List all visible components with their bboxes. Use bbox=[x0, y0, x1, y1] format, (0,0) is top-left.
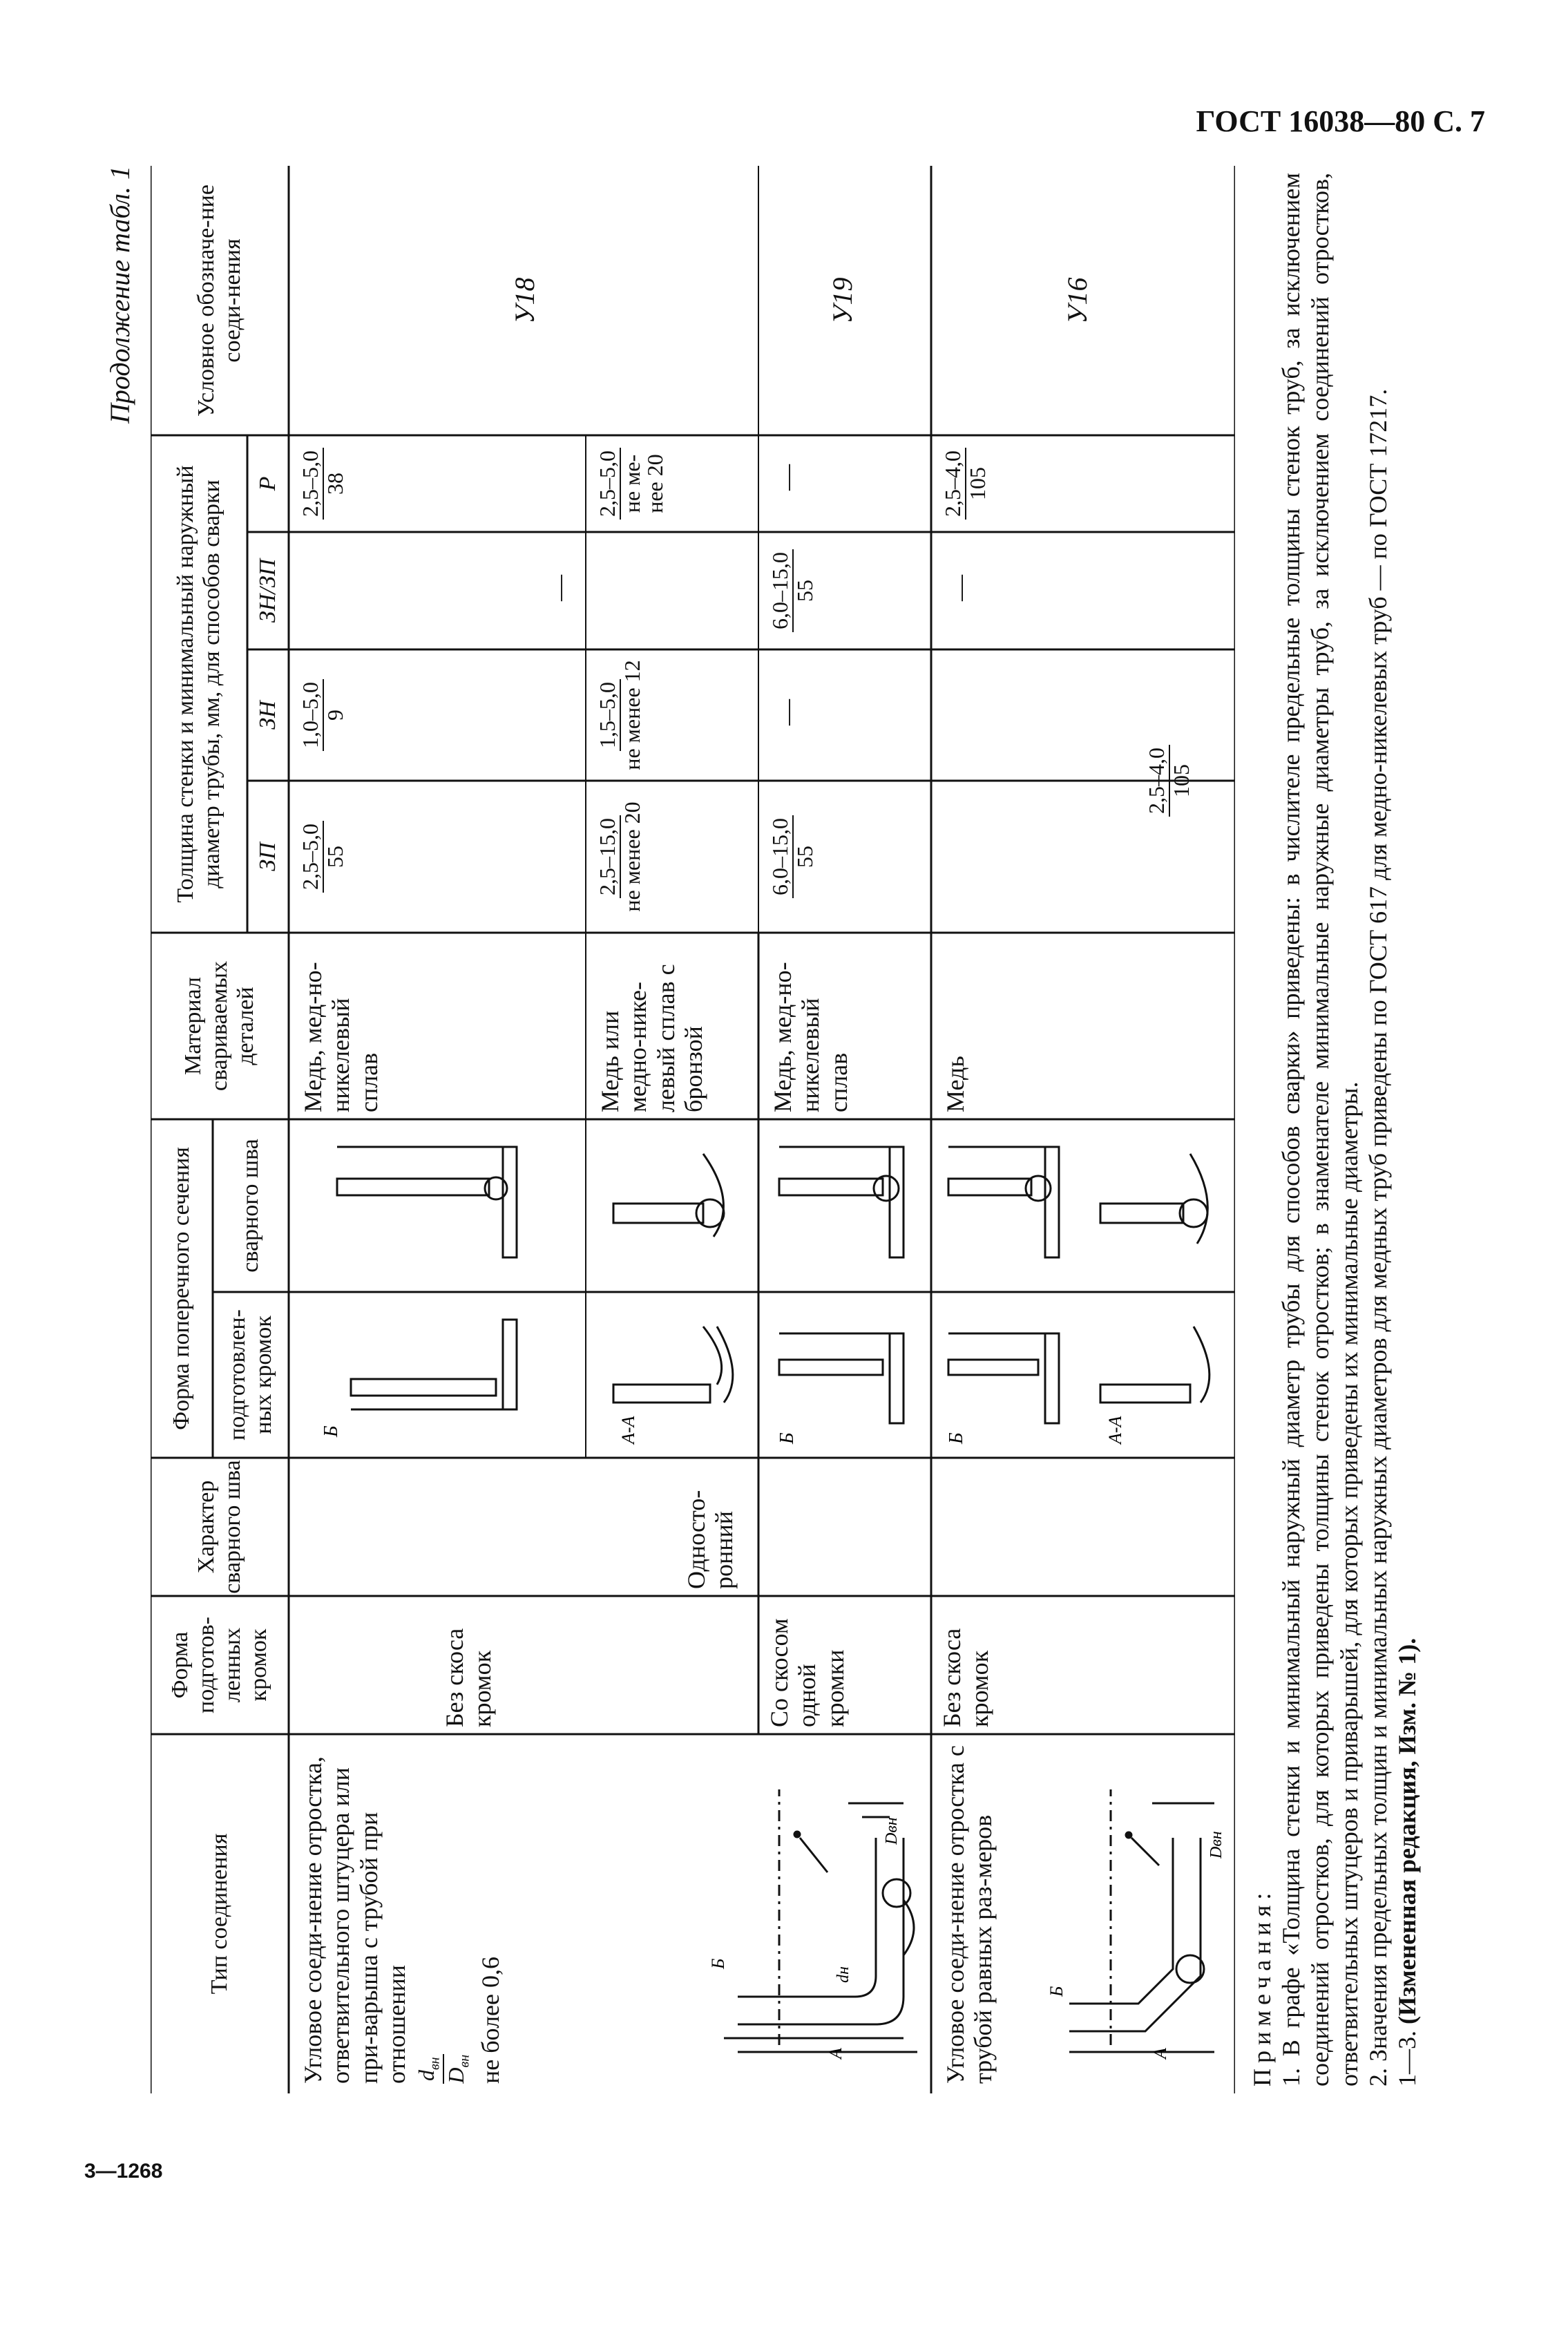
weld-seam-sketch-r1 bbox=[309, 1126, 572, 1285]
col-header-weld-character: Характер сварного шва bbox=[193, 1460, 245, 1594]
value-r2-zn: 1,5–5,0 не менее 12 bbox=[595, 660, 644, 770]
col-header-type: Тип соединения bbox=[206, 1833, 232, 1995]
label-b-r4: Б bbox=[946, 1432, 967, 1444]
document-header: ГОСТ 16038—80 С. 7 bbox=[1196, 104, 1485, 138]
label-b: Б bbox=[321, 1425, 342, 1437]
value-r1-r: 2,5–5,0 38 bbox=[299, 439, 347, 529]
weld-seam-sketch-r2 bbox=[593, 1126, 752, 1285]
prepared-edges-sketch-r3 bbox=[765, 1299, 924, 1451]
branch-joint-sketch bbox=[696, 1762, 924, 2066]
weld-seam-sketch-r5 bbox=[1080, 1126, 1225, 1285]
continuation-caption: Продолжение табл. 1 bbox=[104, 166, 135, 424]
ratio-tail: не более 0,6 bbox=[476, 1956, 504, 2084]
weld-seam-sketch-r3 bbox=[765, 1126, 924, 1285]
equal-pipe-joint-sketch bbox=[1042, 1762, 1228, 2066]
note-3-revision: (Измененная редакция, Изм. № 1). bbox=[1393, 1637, 1421, 2024]
edge-form-one-bevel: Со скосом одной кромки bbox=[765, 1618, 849, 1727]
material-r4: Медь bbox=[941, 1056, 969, 1112]
value-r3-zp: 6,0–15,0 55 bbox=[769, 795, 816, 919]
prepared-edges-sketch-r4 bbox=[935, 1299, 1073, 1451]
connection-type-2: Угловое соеди-нение отростка с трубой равных раз-меров bbox=[941, 1745, 997, 2084]
edge-form-no-bevel: Без скоса кромок bbox=[441, 1628, 497, 1727]
prepared-edges-sketch-r2 bbox=[593, 1299, 752, 1451]
col-header-zp: ЗП bbox=[254, 842, 280, 871]
designation-u19: У19 bbox=[827, 277, 858, 324]
label-b-r3: Б bbox=[776, 1432, 798, 1444]
value-r1-zn: 1,0–5,0 9 bbox=[299, 656, 347, 774]
connection-type-1 bbox=[299, 1741, 504, 2084]
sketch-label-dn: dн bbox=[834, 1966, 852, 1983]
col-header-zn-zp: ЗН/ЗП bbox=[254, 558, 280, 623]
value-r3-zn: — bbox=[773, 699, 802, 725]
sketch-label-b: Б bbox=[708, 1958, 728, 1969]
value-r1-zp: 2,5–5,0 55 bbox=[299, 795, 347, 919]
col-header-zn: ЗН bbox=[254, 701, 280, 730]
connection-type-1-text: Угловое соеди-нение отростка, ответвительного штуцера или при-варыша с трубой при отношении bbox=[299, 1756, 410, 2084]
col-header-weld-seam: сварного шва bbox=[237, 1139, 263, 1273]
sketch2-label-b: Б bbox=[1046, 1986, 1067, 1997]
value-r4-zp-zn: 2,5–4,0 105 bbox=[1145, 719, 1193, 843]
col-header-edge-form: Форма подготов-ленных кромок bbox=[166, 1617, 272, 1713]
sketch-label-dvn: Dвн bbox=[883, 1817, 901, 1845]
label-aa-r5: А-А bbox=[1105, 1416, 1125, 1444]
label-aa: А-А bbox=[618, 1416, 638, 1444]
page-code: 3—1268 bbox=[84, 2160, 163, 2183]
note-3-prefix: 1—3. bbox=[1393, 2031, 1421, 2087]
weld-one-sided: Односто-ронний bbox=[682, 1490, 738, 1589]
col-header-prepared-edges: подготовлен-ных кромок bbox=[224, 1309, 276, 1441]
designation-u18: У18 bbox=[509, 277, 540, 324]
value-r12-znzp: — bbox=[545, 575, 574, 601]
value-r4-r: 2,5–4,0 105 bbox=[941, 439, 989, 529]
notes-section bbox=[1247, 173, 1422, 2087]
rotated-table-page bbox=[104, 166, 1457, 2093]
value-r2-r: 2,5–5,0 не ме-нее 20 bbox=[596, 439, 667, 529]
material-r2: Медь или медно-нике-левый сплав с бронзой bbox=[596, 964, 707, 1112]
note-2: 2. Значения предельных толщин и минимальных наружных диаметров для медных труб приведены по ГОСТ 617 для медно-никелевых труб — по ГОСТ 17217. bbox=[1364, 388, 1392, 2087]
prepared-edges-sketch-r1 bbox=[309, 1299, 572, 1451]
sketch-label-a: А bbox=[825, 2048, 845, 2059]
weld-seam-sketch-r4 bbox=[935, 1126, 1073, 1285]
value-r4-znzp: — bbox=[946, 575, 975, 601]
col-header-cross-section: Форма поперечного сечения bbox=[168, 1147, 194, 1430]
col-header-r: Р bbox=[254, 476, 280, 491]
edge-form-no-bevel-2: Без скоса кромок bbox=[938, 1628, 994, 1727]
value-r3-znzp: 6,0–15,0 55 bbox=[769, 535, 816, 646]
prepared-edges-sketch-r5 bbox=[1080, 1299, 1225, 1451]
col-header-thickness: Толщина стенки и минимальный наружный диаметр трубы, мм, для способов сварки bbox=[172, 465, 224, 903]
material-r1: Медь, мед-но-никелевый сплав bbox=[299, 962, 383, 1112]
sketch2-label-a: А bbox=[1150, 2048, 1170, 2059]
designation-u16: У16 bbox=[1062, 277, 1093, 324]
welding-table bbox=[151, 166, 1235, 2093]
diameter-ratio: $d_{вн}$ $D_{вн}$ bbox=[414, 2054, 472, 2084]
value-r2-zp: 2,5–15,0 не менее 20 bbox=[595, 801, 644, 912]
value-r3-r: — bbox=[773, 464, 802, 491]
col-header-designation: Условное обозначе-ние соеди-нения bbox=[193, 184, 245, 417]
note-1: 1. В графе «Толщина стенки и минимальный наружный диаметр трубы для способов сварки» приведены: в числителе предельные толщины стенок труб, за исключением соединений отростков, для которых приведены толщины стенок отростков; в знаменателе минимальные наружные диаметры труб, за исключением соединений отростков, ответвительных штуцеров и приварышей, для которых приведены их минимальные диаметры. bbox=[1277, 173, 1363, 2087]
sketch2-label-dvn: Dвн bbox=[1207, 1831, 1225, 1859]
notes-title: Примечания: bbox=[1248, 1887, 1276, 2087]
material-r3: Медь, мед-но-никелевый сплав bbox=[769, 962, 852, 1112]
col-header-material: Материал свариваемых деталей bbox=[180, 960, 259, 1092]
